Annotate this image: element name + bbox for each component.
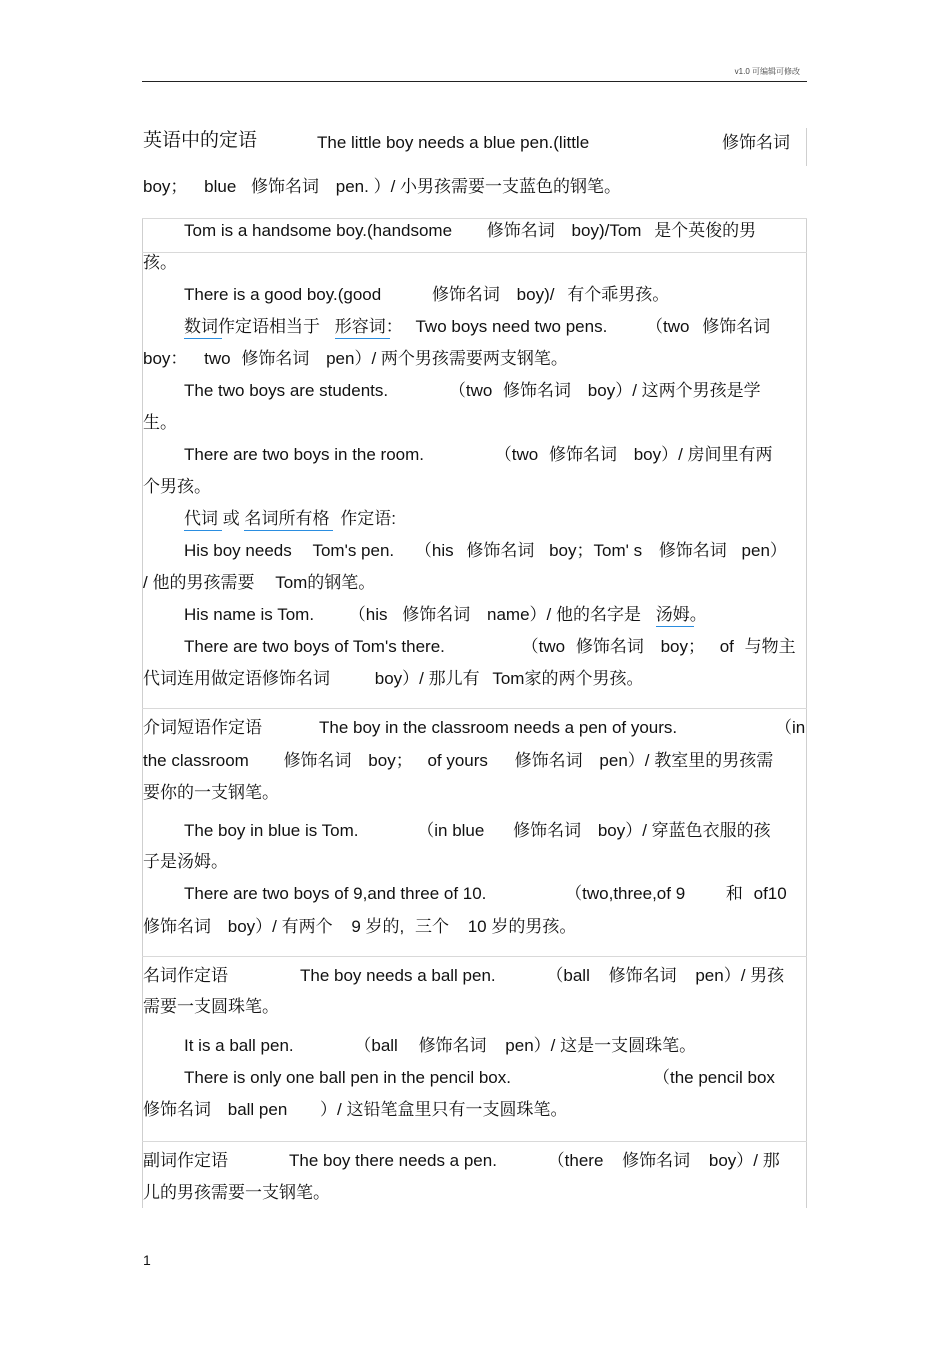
text-line — [143, 412, 177, 434]
gloss: 修饰名词 — [658, 541, 727, 560]
section-prepositional — [143, 717, 262, 739]
translation: boy）/ 那 — [708, 1151, 780, 1170]
section-title: 名词作定语 — [143, 966, 228, 985]
translation: ）/ 这铅笔盒里只有一支圆珠笔。 — [320, 1100, 568, 1119]
border-line — [142, 708, 807, 709]
example-sentence: The boy there needs a pen. — [289, 1151, 497, 1170]
section-adjective — [143, 130, 257, 152]
gloss: （ball — [354, 1036, 398, 1055]
term-link: 代词 — [184, 509, 218, 528]
page-number: 1 — [143, 1252, 151, 1268]
example-sentence: His boy needs — [184, 541, 292, 560]
gloss: two — [204, 349, 231, 368]
gloss: 修饰名词 — [622, 1151, 691, 1170]
text-line — [143, 176, 621, 198]
example-sentence: The little boy needs a blue pen.(little — [317, 133, 590, 152]
gloss: boy； — [143, 177, 188, 196]
gloss: 修饰名词 — [503, 381, 572, 400]
translation: name）/ 他的名字是 — [487, 605, 641, 624]
text-line — [317, 132, 589, 154]
border-line — [806, 218, 807, 1208]
gloss: boy； — [368, 751, 413, 770]
gloss: 修饰名词 — [548, 445, 617, 464]
text-line — [143, 750, 773, 772]
example-sentence: Two boys need two pens. — [415, 317, 608, 336]
gloss: （the pencil box — [653, 1068, 775, 1087]
text-line — [184, 220, 756, 242]
text-line — [143, 782, 279, 804]
translation: pen）/ 两个男孩需要两支钢笔。 — [326, 349, 568, 368]
gloss: （two — [448, 381, 493, 400]
gloss: 修饰名词 — [466, 541, 535, 560]
section-adverb — [143, 1150, 228, 1172]
gloss: boy)/Tom — [571, 221, 642, 240]
gloss: 代词连用做定语修饰名词 — [143, 669, 330, 688]
section-title: ： — [385, 317, 403, 336]
gloss: 修饰名词 — [143, 917, 211, 936]
section-title: 英语中的定语 — [143, 130, 258, 151]
text-line — [143, 916, 576, 938]
gloss: the classroom — [143, 751, 249, 770]
gloss: 修饰名词 — [251, 177, 320, 196]
translation: pen）/ 教室里的男孩需 — [599, 751, 774, 770]
gloss: ball pen — [227, 1100, 288, 1119]
translation: pen. ）/ 小男孩需要一支蓝色的钢笔。 — [335, 177, 622, 196]
text-line — [143, 252, 177, 274]
gloss: 修饰名词 — [513, 821, 582, 840]
term-link: 名词所有格 — [244, 509, 330, 528]
text-line — [722, 132, 790, 154]
text-line — [143, 1099, 567, 1121]
section-title: 副词作定语 — [143, 1151, 228, 1170]
example-sentence: The boy in the classroom needs a pen of yours. — [319, 718, 678, 737]
example-sentence: There is a good boy.(good — [184, 285, 382, 304]
gloss: boy；Tom' s — [549, 541, 643, 560]
translation: pen）/ 男孩 — [695, 966, 785, 985]
text-line — [300, 965, 784, 987]
translation: / 他的男孩需要 — [143, 573, 255, 592]
border-line — [142, 956, 807, 957]
translation: Tom家的两个男孩。 — [492, 669, 644, 688]
gloss: （two — [494, 445, 539, 464]
translation: 三个 — [414, 917, 449, 936]
translation: 个男孩。 — [143, 477, 211, 496]
example-sentence: There are two boys of Tom's there. — [184, 637, 445, 656]
term-link: 形容词 — [334, 317, 386, 336]
text-line — [143, 572, 375, 594]
border-line — [142, 218, 807, 219]
translation: 儿的男孩需要一支钢笔。 — [143, 1183, 330, 1202]
section-title: 作定语相当于 — [218, 317, 320, 336]
gloss: （two — [646, 317, 690, 336]
gloss: 修饰名词 — [514, 751, 583, 770]
example-sentence: His name is Tom. — [184, 605, 315, 624]
text-line — [143, 668, 643, 690]
example-sentence: Tom is a handsome boy.(handsome — [184, 221, 453, 240]
text-line — [775, 717, 805, 739]
text-line — [653, 1067, 775, 1089]
translation: 需要一支圆珠笔。 — [143, 997, 279, 1016]
gloss: boy)/ — [516, 285, 555, 304]
gloss: 修饰名词 — [431, 285, 500, 304]
section-pronoun — [184, 508, 396, 530]
text-line — [143, 1182, 330, 1204]
example-sentence: The boy in blue is Tom. — [184, 821, 359, 840]
text-line — [184, 1035, 696, 1057]
gloss: 修饰名词 — [722, 133, 790, 152]
gloss: boy： — [143, 349, 188, 368]
example-sentence: There is only one ball pen in the pencil box. — [184, 1068, 511, 1087]
gloss: 修饰名词 — [241, 349, 310, 368]
translation: 是个英俊的男 — [654, 221, 757, 240]
section-noun — [143, 965, 228, 987]
translation: 10 岁的男孩。 — [467, 917, 577, 936]
gloss: 修饰名词 — [418, 1036, 487, 1055]
translation: 孩。 — [143, 253, 177, 272]
gloss: 修饰名词 — [608, 966, 677, 985]
gloss: 修饰名词 — [143, 1100, 211, 1119]
gloss: （two — [521, 637, 566, 656]
gloss: 修饰名词 — [402, 605, 471, 624]
example-sentence: It is a ball pen. — [184, 1036, 294, 1055]
section-title: 或 — [222, 509, 240, 528]
section-title: 介词短语作定语 — [143, 718, 262, 737]
gloss: （his — [414, 541, 454, 560]
text-line — [184, 820, 771, 842]
section-title: 作定语: — [340, 509, 396, 528]
border-line — [806, 128, 807, 166]
gloss: boy； — [660, 637, 705, 656]
gloss: （in — [775, 718, 806, 737]
translation: 有个乖男孩。 — [567, 285, 670, 304]
text-line — [143, 851, 228, 873]
translation: 9 岁的, — [351, 917, 405, 936]
translation: boy）/ 那儿有 — [374, 669, 480, 688]
gloss: （ball — [546, 966, 590, 985]
section-numeral — [184, 316, 770, 338]
text-line — [184, 636, 796, 658]
text-line — [184, 284, 669, 306]
text-line — [143, 996, 279, 1018]
gloss: 修饰名词 — [575, 637, 644, 656]
text-line — [319, 717, 677, 739]
gloss: pen） — [741, 541, 787, 560]
gloss: of — [719, 637, 734, 656]
translation: boy）/ 这两个男孩是学 — [587, 381, 761, 400]
gloss: 与物主 — [744, 637, 796, 656]
text-line — [184, 380, 761, 402]
text-line — [289, 1150, 780, 1172]
gloss: （in blue — [417, 821, 485, 840]
translation: 。 — [689, 605, 707, 624]
text-line — [184, 883, 787, 905]
version-label: v1.0 可编辑可修改 — [734, 67, 800, 76]
text-line — [143, 348, 568, 370]
translation: 要你的一支钢笔。 — [143, 783, 279, 802]
gloss: （there — [547, 1151, 604, 1170]
translation: Tom的钢笔。 — [275, 573, 376, 592]
text-line — [184, 444, 773, 466]
text-line — [184, 1067, 511, 1089]
translation: boy）/ 房间里有两 — [633, 445, 773, 464]
translation: 生。 — [143, 413, 177, 432]
gloss: 和 — [725, 884, 743, 903]
gloss: blue — [204, 177, 237, 196]
header-rule — [142, 81, 807, 82]
translation: boy）/ 穿蓝色衣服的孩 — [597, 821, 771, 840]
example-sentence: Tom's pen. — [312, 541, 395, 560]
text-line — [143, 476, 211, 498]
text-line — [184, 604, 707, 626]
gloss: 修饰名词 — [486, 221, 555, 240]
gloss: of yours — [427, 751, 488, 770]
term-link: 数词 — [184, 317, 218, 336]
gloss: 修饰名词 — [702, 317, 771, 336]
text-line — [184, 540, 787, 562]
term-link: 汤姆 — [655, 605, 690, 624]
translation: boy）/ 有两个 — [227, 917, 333, 936]
example-sentence: The two boys are students. — [184, 381, 389, 400]
example-sentence: There are two boys in the room. — [184, 445, 425, 464]
gloss: （his — [348, 605, 388, 624]
translation: pen）/ 这是一支圆珠笔。 — [505, 1036, 697, 1055]
example-sentence: The boy needs a ball pen. — [300, 966, 496, 985]
gloss: 修饰名词 — [283, 751, 352, 770]
border-line — [142, 252, 807, 253]
gloss: of10 — [753, 884, 787, 903]
border-line — [142, 1141, 807, 1142]
gloss: （two,three,of 9 — [565, 884, 686, 903]
example-sentence: There are two boys of 9,and three of 10. — [184, 884, 487, 903]
translation: 子是汤姆。 — [143, 852, 228, 871]
